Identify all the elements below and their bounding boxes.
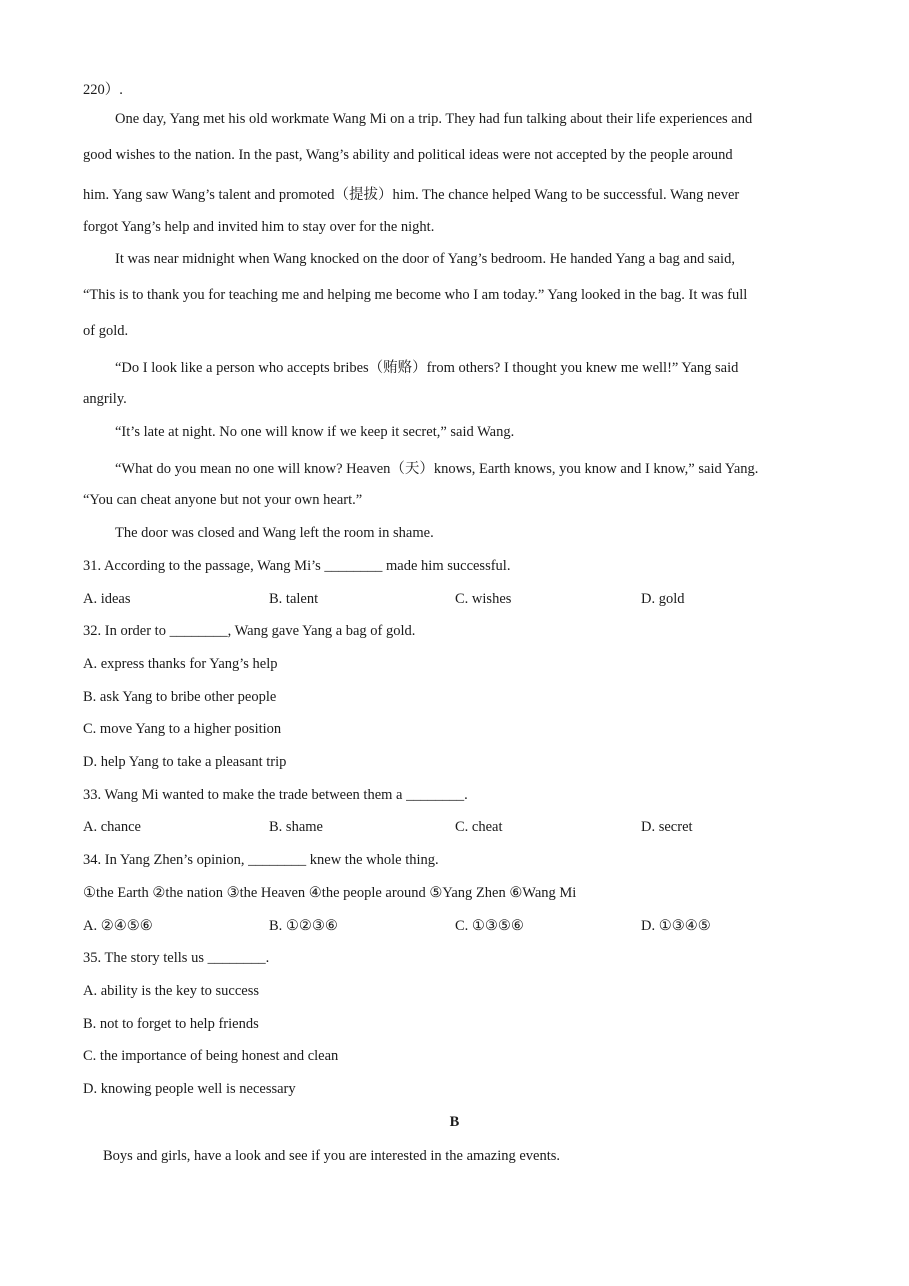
section-b-heading: B [449,1114,460,1130]
passage-p2-line2: “This is to thank you for teaching me and helping me become who I am today.” Yang looked in the bag. It was full [83,287,748,303]
passage-p2-line1: It was near midnight when Wang knocked on the door of Yang’s bedroom. He handed Yang a bag and said, [115,251,735,267]
passage-top-fragment: 220）. [83,82,123,98]
question-32-option-c: C. move Yang to a higher position [83,721,282,737]
passage-p5-line1: “What do you mean no one will know? Heaven（天）knows, Earth knows, you know and I know,” said Yang. [115,461,759,477]
question-31-option-b: B. talent [269,591,319,607]
passage-p1-line1: One day, Yang met his old workmate Wang Mi on a trip. They had fun talking about their life experiences and [115,111,753,127]
question-33-option-c: C. cheat [455,819,503,835]
question-35-option-a: A. ability is the key to success [83,983,259,999]
question-32-stem: 32. In order to ________, Wang gave Yang a bag of gold. [83,623,416,639]
question-34-choices: ①the Earth ②the nation ③the Heaven ④the people around ⑤Yang Zhen ⑥Wang Mi [83,885,577,901]
question-33-stem: 33. Wang Mi wanted to make the trade between them a ________. [83,787,468,803]
question-34-stem: 34. In Yang Zhen’s opinion, ________ knew the whole thing. [83,852,439,868]
question-31-options [83,591,843,611]
passage-p2-line3: of gold. [83,323,129,339]
question-33-options [83,819,843,839]
section-b-intro: Boys and girls, have a look and see if you are interested in the amazing events. [103,1148,561,1164]
question-31-option-d: D. gold [641,591,685,607]
passage-p3-line2: angrily. [83,391,127,407]
question-33-option-a: A. chance [83,819,141,835]
question-33-option-d: D. secret [641,819,693,835]
question-33-option-b: B. shame [269,819,323,835]
question-31-stem: 31. According to the passage, Wang Mi’s ________ made him successful. [83,558,511,574]
question-34-option-b: B. ①②③⑥ [269,918,338,934]
question-32-option-b: B. ask Yang to bribe other people [83,689,277,705]
question-34-option-c: C. ①③⑤⑥ [455,918,524,934]
question-31-option-a: A. ideas [83,591,131,607]
passage-p1-line3: him. Yang saw Wang’s talent and promoted（提拔）him. The chance helped Wang to be successful. Wang never [83,187,740,203]
question-34-option-a: A. ②④⑤⑥ [83,918,153,934]
question-35-option-b: B. not to forget to help friends [83,1016,259,1032]
question-34-option-d: D. ①③④⑤ [641,918,711,934]
question-31-option-c: C. wishes [455,591,512,607]
question-34-options [83,918,843,938]
passage-p6: The door was closed and Wang left the room in shame. [115,525,434,541]
passage-p1-line2: good wishes to the nation. In the past, Wang’s ability and political ideas were not accepted by the people around [83,147,733,163]
passage-p1-line4: forgot Yang’s help and invited him to stay over for the night. [83,219,435,235]
passage-p4: “It’s late at night. No one will know if we keep it secret,” said Wang. [115,424,515,440]
passage-p5-line2: “You can cheat anyone but not your own heart.” [83,492,363,508]
question-32-option-d: D. help Yang to take a pleasant trip [83,754,287,770]
question-32-option-a: A. express thanks for Yang’s help [83,656,278,672]
question-35-option-c: C. the importance of being honest and clean [83,1048,339,1064]
passage-p3-line1: “Do I look like a person who accepts bribes（贿赂）from others? I thought you knew me well!” Yang said [115,360,739,376]
question-35-stem: 35. The story tells us ________. [83,950,270,966]
question-35-option-d: D. knowing people well is necessary [83,1081,296,1097]
